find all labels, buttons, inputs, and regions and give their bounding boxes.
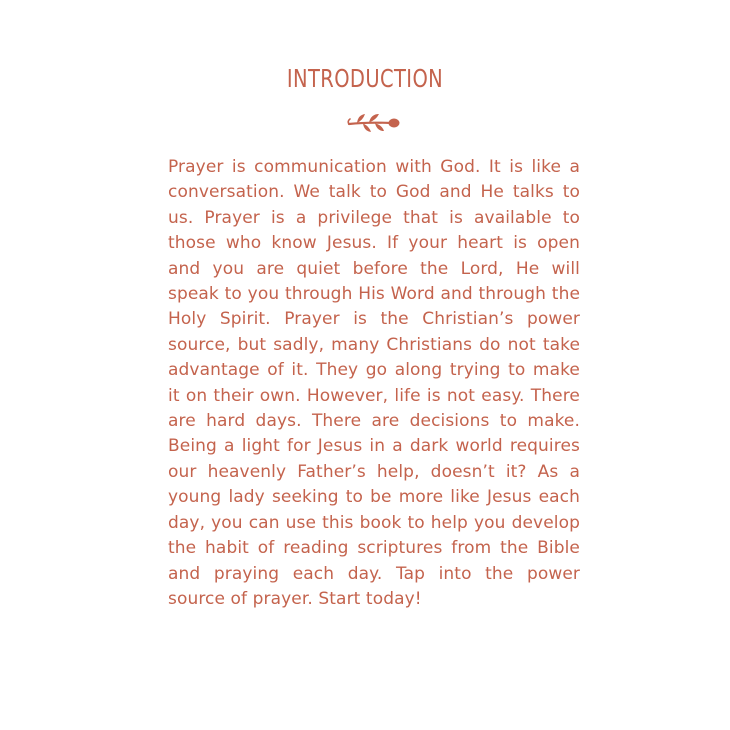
introduction-paragraph: Prayer is communication with God. It is like a conversation. We talk to God and He talks to us. Prayer is a privilege that is available to those who know Jesus. If your heart is open and you are quiet before the Lord, He will speak to you through His Word and through the Holy Spirit. Prayer is the Christian’s power source, but sadly, many Christians do not take advantage of it. They go along trying to make it on their own. However, life is not easy. There are hard days. There are decisions to make. Being a light for Jesus in a dark world requires our heavenly Father’s help, doesn’t it? As a young lady seeking to be more like Jesus each day, you can use this book to help you develop the habit of reading scriptures from the Bible and praying each day. Tap into the power source of prayer. Start today! <box>168 157 580 609</box>
leaf-sprig-icon <box>345 112 403 134</box>
page-title: INTRODUCTION <box>286 64 444 93</box>
